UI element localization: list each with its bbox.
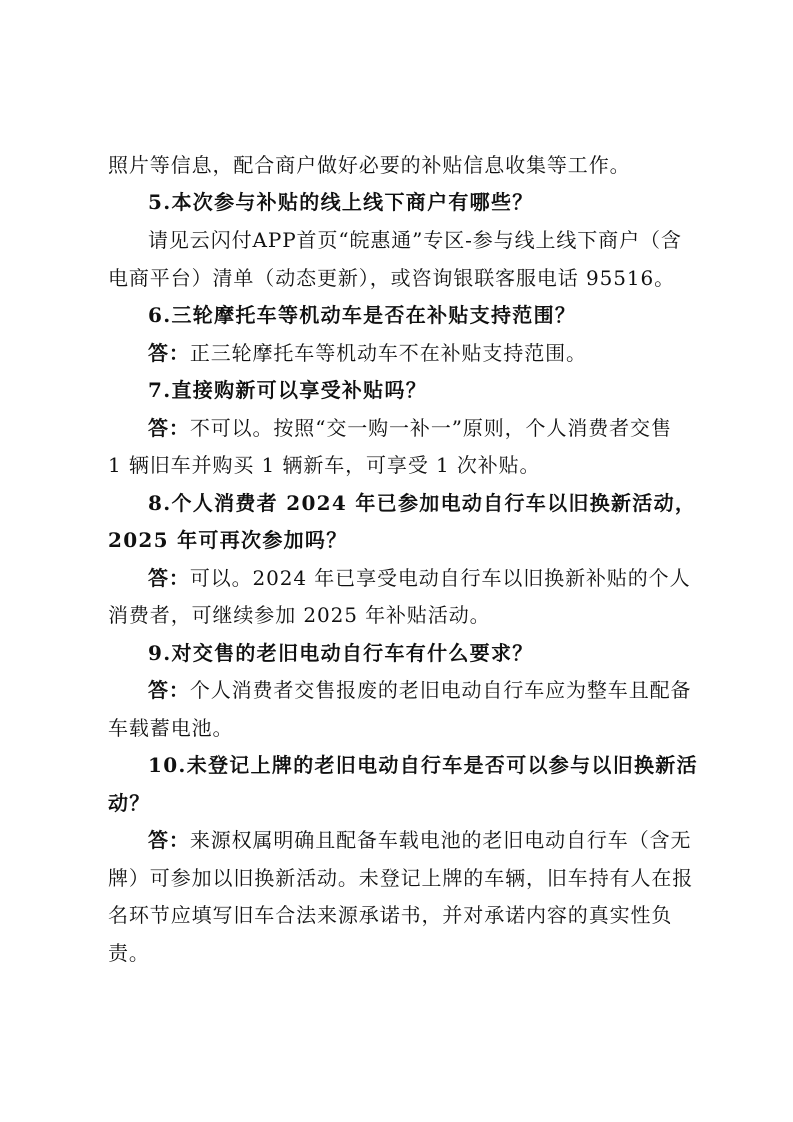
question-5: 5.本次参与补贴的线上线下商户有哪些？: [148, 190, 534, 214]
answer-5-line-1: 请见云闪付APP首页“皖惠通”专区-参与线上线下商户（含: [148, 228, 682, 252]
question-10-line-1: 10.未登记上牌的老旧电动自行车是否可以参与以旧换新活: [148, 753, 698, 777]
answer-10-line-2: 牌）可参加以旧换新活动。未登记上牌的车辆，旧车持有人在报: [108, 866, 694, 890]
answer-7-line-1: [148, 414, 693, 442]
answer-9-line-2: 车载蓄电池。: [108, 716, 234, 740]
answer-label: 答：: [148, 828, 190, 852]
answer-label: 答：: [148, 678, 190, 702]
answer-label: 答：: [148, 416, 190, 440]
answer-6: [148, 339, 693, 367]
answer-8-line-2: 消费者，可继续参加 2025 年补贴活动。: [108, 603, 491, 627]
question-10-line-2: 动？: [108, 791, 151, 815]
question-6: 6.三轮摩托车等机动车是否在补贴支持范围？: [148, 303, 577, 327]
answer-7-text: 不可以。按照“交一购一补一”原则，个人消费者交售: [189, 416, 672, 440]
question-7: 7.直接购新可以享受补贴吗？: [148, 378, 428, 402]
answer-7-line-2: 1 辆旧车并购买 1 辆新车，可享受 1 次补贴。: [108, 453, 541, 477]
answer-5-line-2: 电商平台）清单（动态更新），或咨询银联客服电话 95516。: [108, 266, 675, 290]
question-9: 9.对交售的老旧电动自行车有什么要求？: [148, 641, 534, 665]
answer-10-line-4: 责。: [108, 941, 150, 965]
answer-9-text: 个人消费者交售报废的老旧电动自行车应为整车且配备: [189, 678, 692, 702]
answer-9-line-1: [148, 676, 693, 704]
answer-10-text: 来源权属明确且配备车载电池的老旧电动自行车（含无: [189, 828, 692, 852]
question-8-line-2: 2025 年可再次参加吗？: [108, 528, 348, 552]
answer-8-line-1: [148, 564, 693, 592]
answer-label: 答：: [148, 566, 190, 590]
answer-10-line-3: 名环节应填写旧车合法来源承诺书，并对承诺内容的真实性负: [108, 903, 673, 927]
question-8-line-1: 8.个人消费者 2024 年已参加电动自行车以旧换新活动，: [148, 491, 697, 515]
paragraph-continuation: 照片等信息，配合商户做好必要的补贴信息收集等工作。: [108, 153, 631, 177]
answer-label: 答：: [148, 341, 190, 365]
answer-10-line-1: [148, 826, 693, 854]
answer-6-text: 正三轮摩托车等机动车不在补贴支持范围。: [189, 341, 587, 365]
answer-8-text: 可以。2024 年已享受电动自行车以旧换新补贴的个人: [189, 566, 691, 590]
